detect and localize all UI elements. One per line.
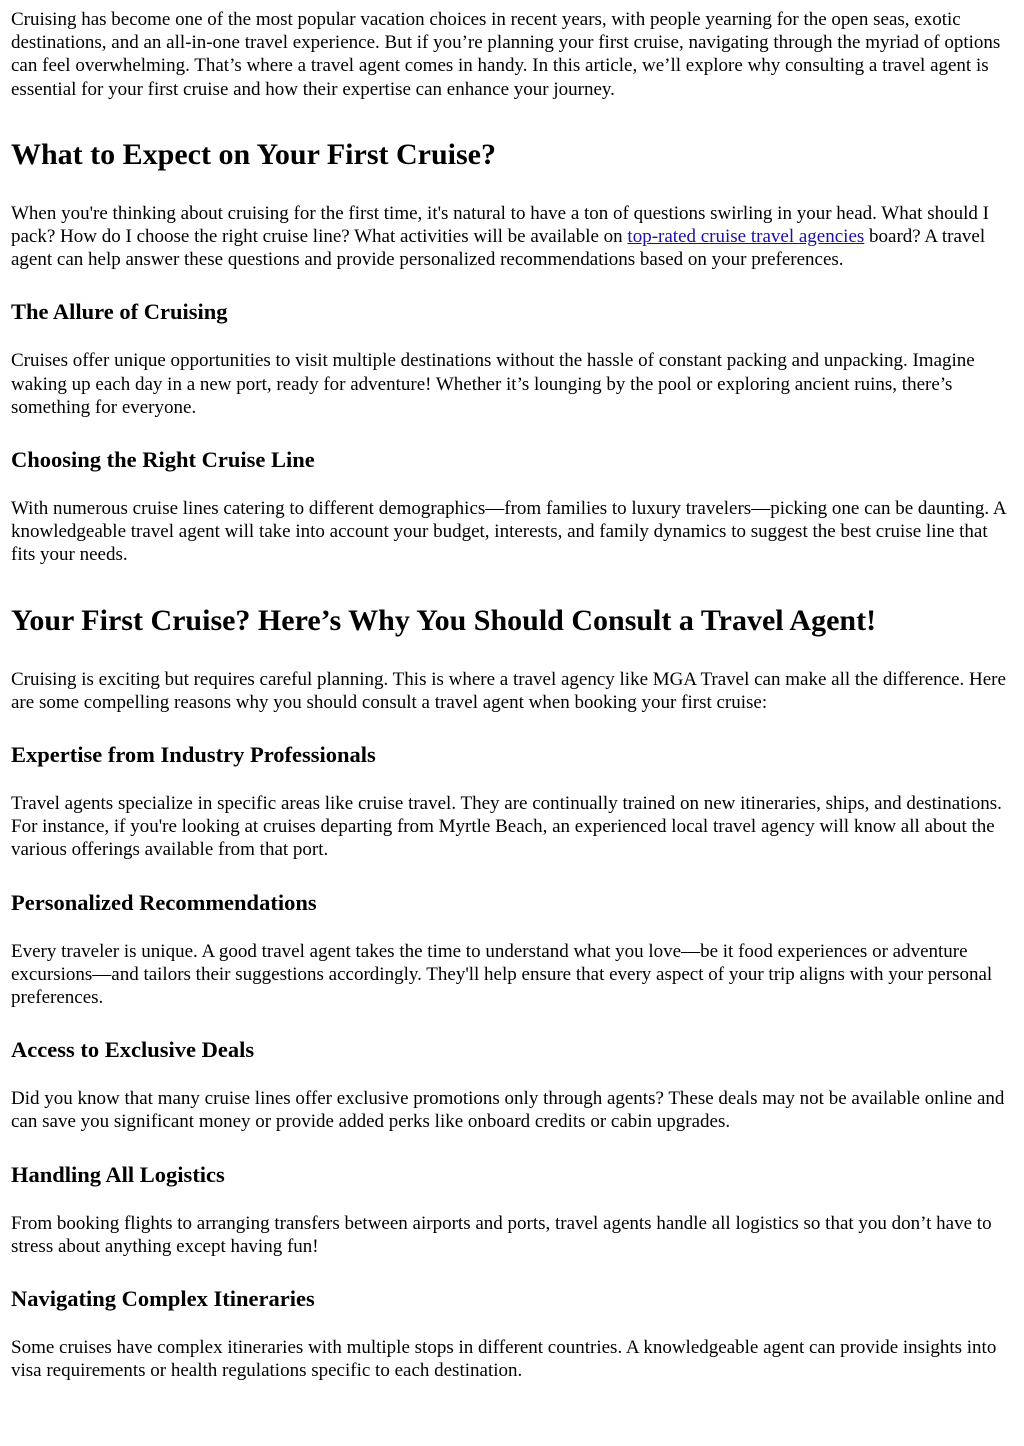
subheading-choosing-cruise-line: Choosing the Right Cruise Line bbox=[11, 447, 315, 473]
section-heading-consult-agent: Your First Cruise? Here’s Why You Should Consult a Travel Agent! bbox=[11, 603, 877, 637]
section-heading-what-to-expect: What to Expect on Your First Cruise? bbox=[11, 137, 496, 171]
subheading-complex-itineraries: Navigating Complex Itineraries bbox=[11, 1286, 315, 1312]
top-rated-agencies-link[interactable]: top-rated cruise travel agencies bbox=[627, 226, 865, 248]
paragraph-text: board? A travel agent can help answer these questions and provide personalized recommendations based on your preferences. bbox=[11, 226, 986, 271]
what-to-expect-paragraph bbox=[11, 202, 1013, 272]
subheading-personalized-recommendations: Personalized Recommendations bbox=[11, 889, 317, 915]
logistics-paragraph: From booking flights to arranging transfers between airports and ports, travel agents handle all logistics so that you don’t have to stress about anything except having fun! bbox=[11, 1212, 992, 1257]
complex-itineraries-paragraph: Some cruises have complex itineraries with multiple stops in different countries. A knowledgeable agent can provide insights into visa requirements or health regulations specific to each destination. bbox=[11, 1337, 997, 1382]
subheading-logistics: Handling All Logistics bbox=[11, 1161, 225, 1187]
subheading-exclusive-deals: Access to Exclusive Deals bbox=[11, 1037, 255, 1063]
personalized-recommendations-paragraph: Every traveler is unique. A good travel agent takes the time to understand what you love—be it food experiences or adventure excursions—and tailors their suggestions accordingly. They'll help ensure that every aspect of your trip aligns with your personal preferences. bbox=[11, 940, 993, 1009]
industry-expertise-paragraph: Travel agents specialize in specific areas like cruise travel. They are continually trained on new itineraries, ships, and destinations. For instance, if you're looking at cruises departing from Myrtle Beach, an experienced local travel agency will know all about the various offerings available from that port. bbox=[11, 793, 1002, 861]
paragraph-text: When you're thinking about cruising for the first time, it's natural to have a ton of questions swirling in your head. What should I pack? How do I choose the right cruise line? What activities will be available on bbox=[11, 202, 989, 248]
consult-agent-paragraph: Cruising is exciting but requires careful planning. This is where a travel agency like MGA Travel can make all the difference. Here are some compelling reasons why you should consult a travel agent when booking your first cruise: bbox=[11, 668, 1006, 713]
subheading-allure-of-cruising: The Allure of Cruising bbox=[11, 299, 228, 325]
subheading-industry-expertise: Expertise from Industry Professionals bbox=[11, 742, 376, 768]
exclusive-deals-paragraph: Did you know that many cruise lines offer exclusive promotions only through agents? These deals may not be available online and can save you significant money or provide added perks like onboard credits or cabin upgrades. bbox=[11, 1088, 1005, 1133]
intro-paragraph: Cruising has become one of the most popular vacation choices in recent years, with people yearning for the open seas, exotic destinations, and an all-in-one travel experience. But if you’re planning your first cruise, navigating through the myriad of options can feel overwhelming. That’s where a travel agent comes in handy. In this article, we’ll explore why consulting a travel agent is essential for your first cruise and how their expertise can enhance your journey. bbox=[11, 9, 1001, 100]
choosing-cruise-line-paragraph: With numerous cruise lines catering to different demographics—from families to luxury travelers—picking one can be daunting. A knowledgeable travel agent will take into account your budget, interests, and family dynamics to suggest the best cruise line that fits your needs. bbox=[11, 498, 1006, 566]
allure-of-cruising-paragraph: Cruises offer unique opportunities to visit multiple destinations without the hassle of constant packing and unpacking. Imagine waking up each day in a new port, ready for adventure! Whether it’s lounging by the pool or exploring ancient ruins, there’s something for everyone. bbox=[11, 350, 975, 418]
